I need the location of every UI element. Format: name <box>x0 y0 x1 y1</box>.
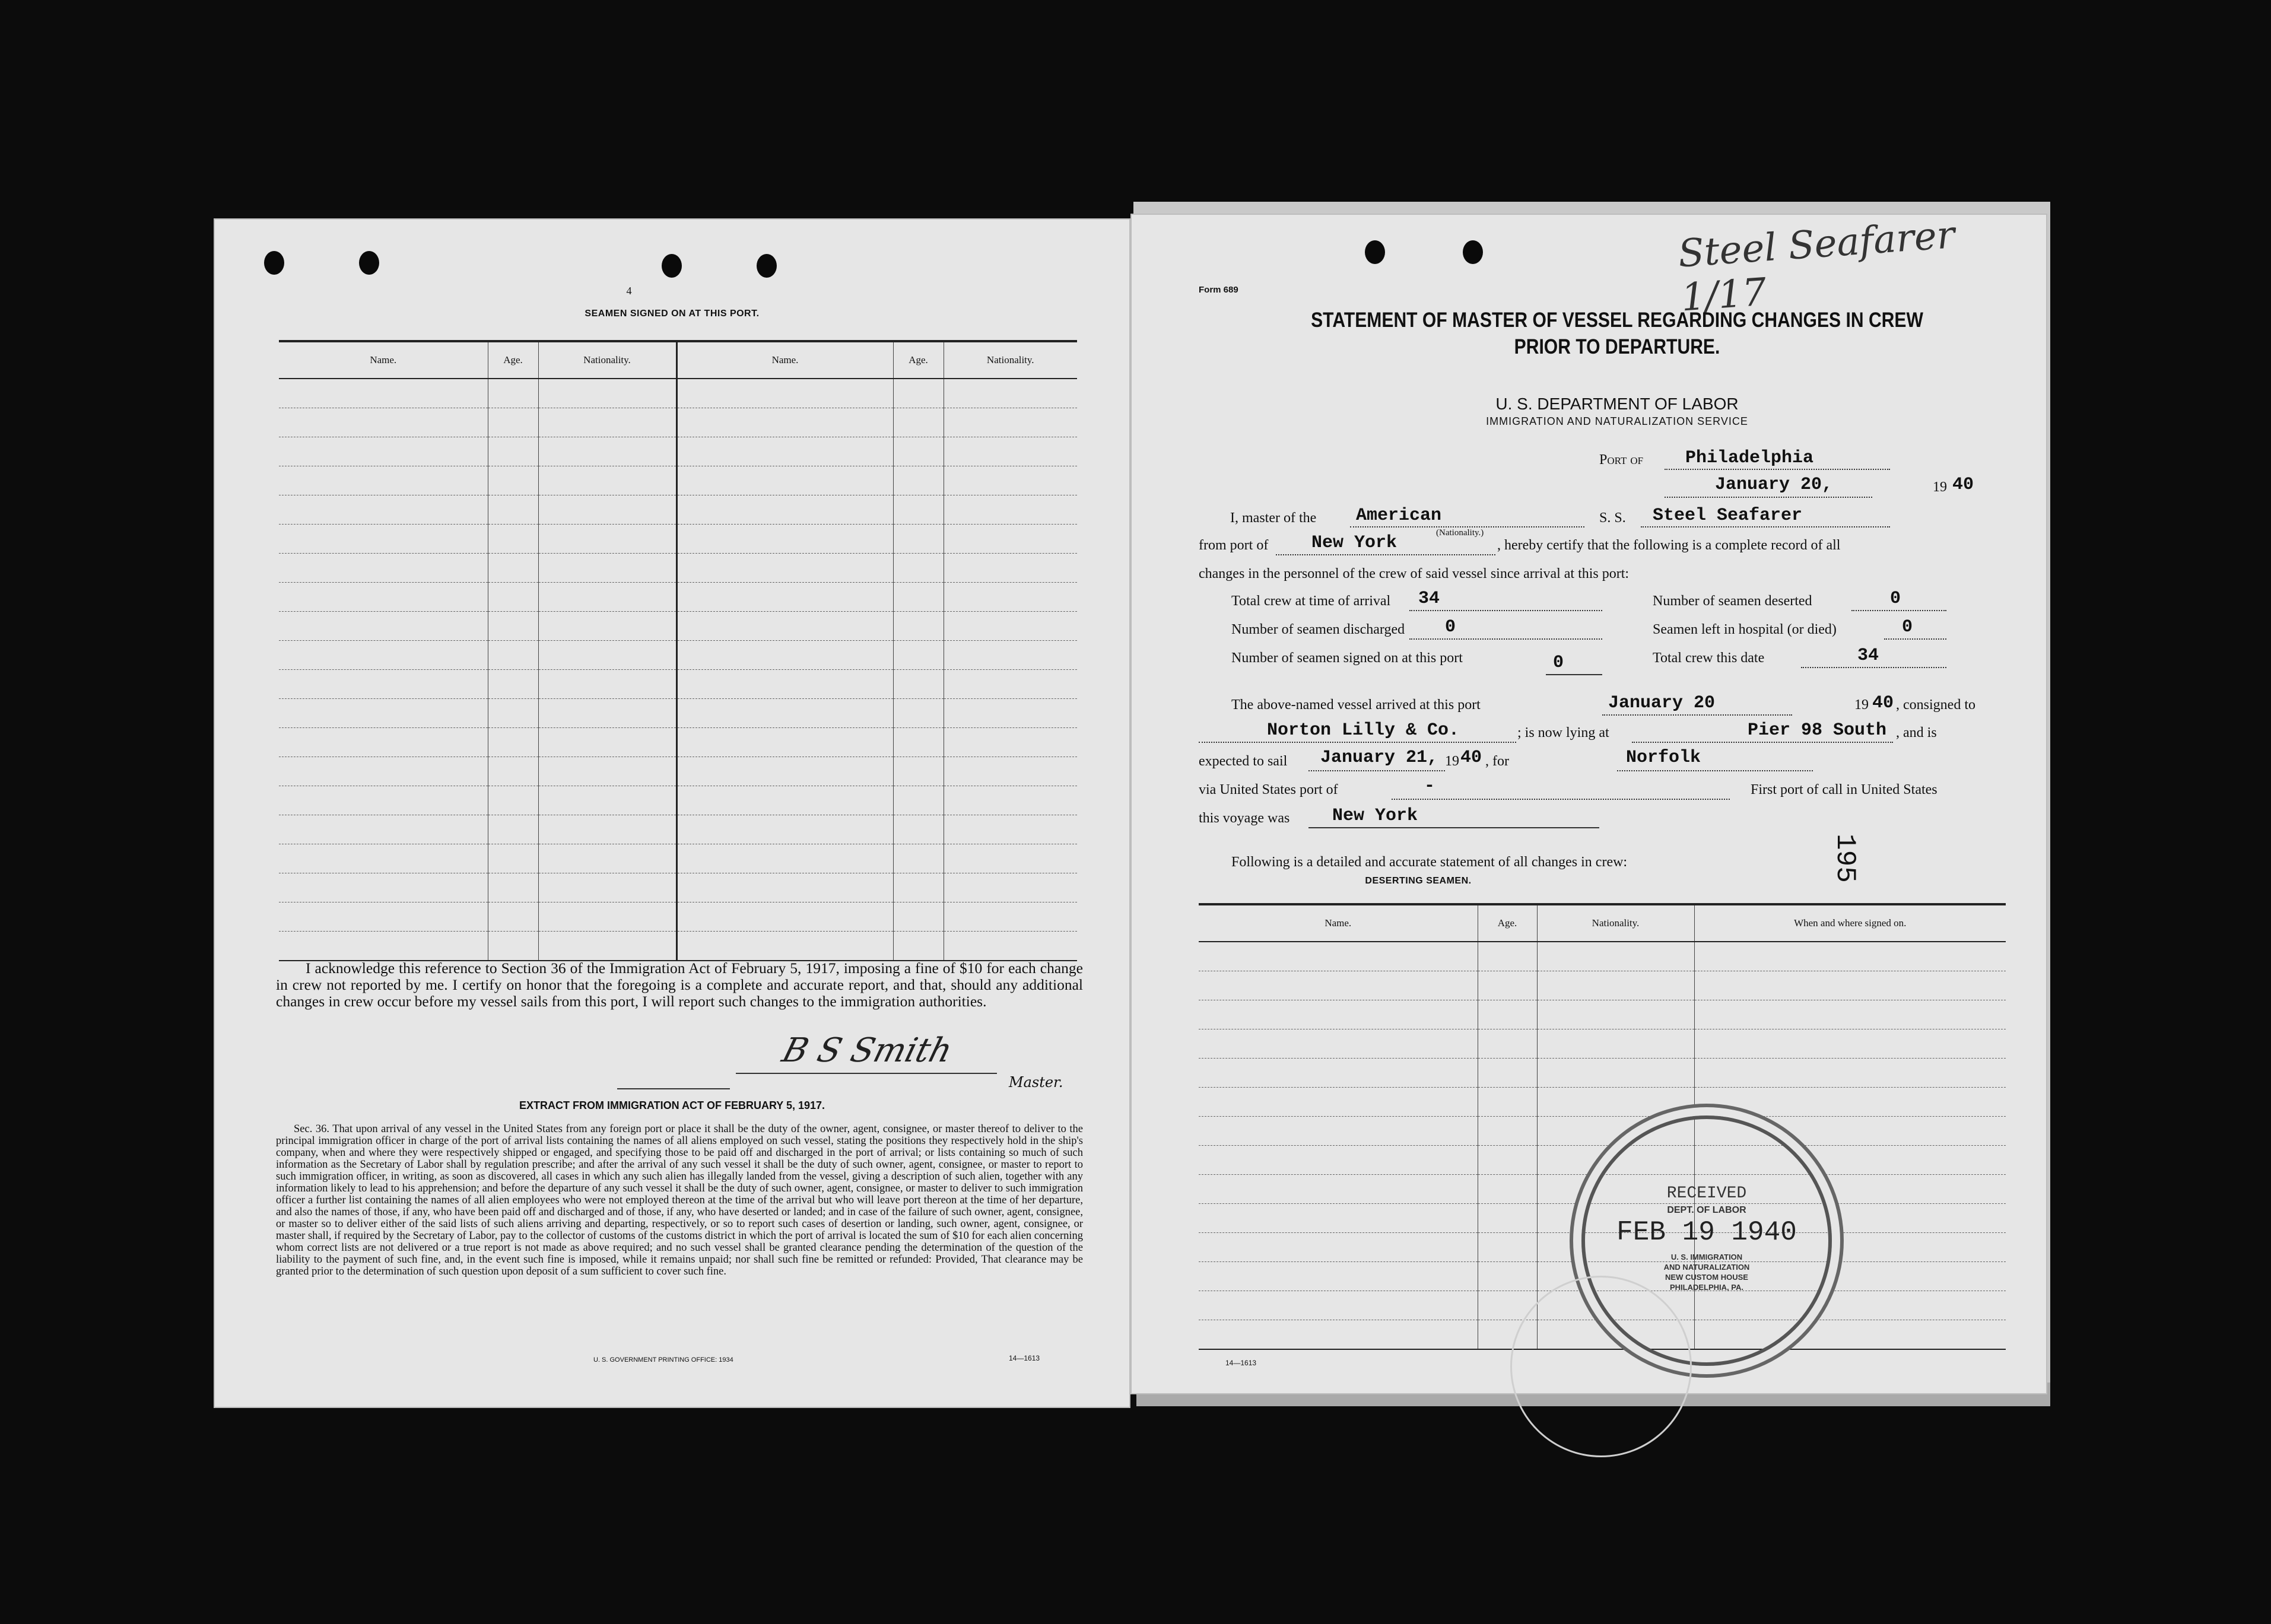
table-cell <box>893 641 944 670</box>
table-cell <box>944 525 1077 554</box>
table-cell <box>944 466 1077 495</box>
table-cell <box>279 728 488 757</box>
table-cell <box>1478 942 1537 971</box>
master-signature: B S Smith <box>778 1031 957 1070</box>
table-cell <box>279 466 488 495</box>
total-date-label: Total crew this date <box>1653 650 1765 666</box>
table-cell <box>676 670 893 699</box>
and-is-text: , and is <box>1896 725 1937 741</box>
table-cell <box>1694 1000 2006 1029</box>
table-cell <box>944 699 1077 728</box>
punch-hole <box>757 254 777 278</box>
table-cell <box>1694 1059 2006 1088</box>
via-label: via United States port of <box>1199 782 1338 797</box>
voyage-label: this voyage was <box>1199 811 1290 826</box>
table-cell <box>488 612 538 641</box>
printer-line: U. S. GOVERNMENT PRINTING OFFICE: 1934 <box>593 1356 733 1364</box>
table-cell <box>1478 1262 1537 1291</box>
pier-line <box>1632 742 1893 743</box>
table-row <box>279 408 1077 437</box>
table-cell <box>538 932 676 961</box>
table-cell <box>538 815 676 844</box>
hospital-value: 0 <box>1902 617 1913 637</box>
table-cell <box>538 757 676 786</box>
destination-line <box>1617 770 1813 771</box>
lying-text: ; is now lying at <box>1517 725 1609 741</box>
table-cell <box>676 437 893 466</box>
table-cell <box>893 670 944 699</box>
form-title-2: PRIOR TO DEPARTURE. <box>1514 335 1720 358</box>
table-cell <box>944 932 1077 961</box>
right-page <box>1130 214 2047 1394</box>
punch-hole <box>662 254 682 278</box>
table-cell <box>538 495 676 525</box>
table-row <box>279 815 1077 844</box>
table-cell <box>944 495 1077 525</box>
table-cell <box>1199 1291 1478 1320</box>
consignee-line <box>1199 742 1516 743</box>
total-arrival-label: Total crew at time of arrival <box>1231 593 1391 609</box>
total-arrival-value: 34 <box>1418 589 1440 609</box>
table-cell <box>1694 1088 2006 1117</box>
via-line <box>1392 799 1730 800</box>
table-cell <box>944 437 1077 466</box>
col-name: Name. <box>1199 904 1478 942</box>
port-line <box>1665 469 1890 470</box>
punch-hole <box>1365 240 1385 264</box>
table-row <box>279 902 1077 932</box>
table-cell <box>893 554 944 583</box>
table-row <box>279 728 1077 757</box>
table-cell <box>1199 1000 1478 1029</box>
arrived-year-prefix: 19 <box>1854 697 1869 713</box>
table-row <box>279 379 1077 408</box>
table-cell <box>279 408 488 437</box>
table-cell <box>538 844 676 873</box>
table-cell <box>279 932 488 961</box>
arrived-year-value: 40 <box>1872 693 1894 713</box>
table-row <box>279 583 1077 612</box>
signature-line <box>736 1073 997 1074</box>
col-nationality: Nationality. <box>1537 904 1694 942</box>
table-cell <box>538 699 676 728</box>
table-cell <box>488 408 538 437</box>
signed-on-table-title: SEAMEN SIGNED ON AT THIS PORT. <box>585 309 760 319</box>
table-cell <box>893 932 944 961</box>
table-cell <box>676 408 893 437</box>
table-cell <box>944 379 1077 408</box>
table-cell <box>1694 942 2006 971</box>
table-cell <box>488 670 538 699</box>
table-cell <box>279 554 488 583</box>
department: U. S. DEPARTMENT OF LABOR <box>1495 395 1739 413</box>
table-cell <box>893 757 944 786</box>
table-cell <box>1537 1000 1694 1029</box>
table-cell <box>1478 1088 1537 1117</box>
signed-on-line <box>1546 674 1602 675</box>
table-cell <box>1199 1175 1478 1204</box>
sail-year-value: 40 <box>1460 748 1482 768</box>
nationality-line <box>1350 526 1584 527</box>
table-cell <box>944 612 1077 641</box>
table-cell <box>893 699 944 728</box>
via-value: - <box>1424 776 1435 796</box>
port-label: Port of <box>1599 452 1644 468</box>
year-prefix: 19 <box>1933 479 1947 495</box>
table-cell <box>1199 1146 1478 1175</box>
punch-hole <box>264 251 284 275</box>
table-cell <box>488 379 538 408</box>
table-cell <box>893 408 944 437</box>
table-cell <box>279 699 488 728</box>
hospital-line <box>1884 638 1946 640</box>
table-cell <box>676 466 893 495</box>
table-cell <box>1478 1233 1537 1262</box>
table-row <box>279 786 1077 815</box>
table-cell <box>279 525 488 554</box>
nationality-caption: (Nationality.) <box>1436 528 1484 538</box>
table-cell <box>488 932 538 961</box>
service: IMMIGRATION AND NATURALIZATION SERVICE <box>1486 415 1748 427</box>
consignee-value: Norton Lilly & Co. <box>1267 720 1460 741</box>
discharged-label: Number of seamen discharged <box>1231 622 1405 637</box>
signed-on-label: Number of seamen signed on at this port <box>1231 650 1463 666</box>
form-code-left: 14—1613 <box>1009 1354 1040 1362</box>
table-cell <box>893 379 944 408</box>
table-cell <box>1478 1059 1537 1088</box>
deserted-value: 0 <box>1890 589 1901 609</box>
table-cell <box>944 815 1077 844</box>
table-cell <box>538 786 676 815</box>
total-arrival-line <box>1409 610 1602 611</box>
table-cell <box>279 612 488 641</box>
pier-value: Pier 98 South <box>1748 720 1887 741</box>
stamp-line-1: RECEIVED <box>1666 1184 1747 1203</box>
table-cell <box>538 525 676 554</box>
table-cell <box>488 466 538 495</box>
punch-hole <box>359 251 379 275</box>
table-cell <box>893 902 944 932</box>
master-label: Master. <box>1009 1074 1063 1091</box>
from-port-line <box>1276 554 1495 555</box>
table-cell <box>676 873 893 902</box>
table-cell <box>1537 971 1694 1000</box>
table-cell <box>488 583 538 612</box>
table-row <box>1199 1059 2006 1088</box>
table-cell <box>488 844 538 873</box>
col-age: Age. <box>1478 904 1537 942</box>
table-row <box>279 757 1077 786</box>
ss-label: S. S. <box>1599 510 1626 526</box>
table-cell <box>893 786 944 815</box>
table-cell <box>1478 1146 1537 1175</box>
table-cell <box>676 525 893 554</box>
following-text: Following is a detailed and accurate statement of all changes in crew: <box>1231 854 1628 870</box>
table-row <box>279 873 1077 902</box>
deserted-label: Number of seamen deserted <box>1653 593 1812 609</box>
table-row <box>279 495 1077 525</box>
for-text: , for <box>1485 754 1509 769</box>
table-cell <box>1199 1029 1478 1059</box>
table-cell <box>944 902 1077 932</box>
discharged-value: 0 <box>1445 617 1456 637</box>
table-cell <box>1199 1320 1478 1350</box>
col-name: Name. <box>279 341 488 379</box>
table-row <box>279 612 1077 641</box>
table-cell <box>488 495 538 525</box>
table-cell <box>538 379 676 408</box>
table-cell <box>1537 1088 1694 1117</box>
signed-on-table <box>279 340 1077 961</box>
table-cell <box>944 583 1077 612</box>
vessel-name: Steel Seafarer <box>1653 506 1803 526</box>
table-cell <box>279 379 488 408</box>
table-cell <box>1199 942 1478 971</box>
table-cell <box>488 699 538 728</box>
stamp-line-5: AND NATURALIZATION <box>1663 1263 1750 1272</box>
table-cell <box>944 844 1077 873</box>
stamp-line-7: PHILADELPHIA, PA. <box>1670 1283 1743 1292</box>
table-cell <box>538 466 676 495</box>
table-cell <box>893 495 944 525</box>
table-cell <box>279 437 488 466</box>
hospital-label: Seamen left in hospital (or died) <box>1653 622 1837 637</box>
table-cell <box>676 495 893 525</box>
from-port-label: from port of <box>1199 538 1269 553</box>
stamp-line-4: U. S. IMMIGRATION <box>1670 1253 1743 1261</box>
certify-text: , hereby certify that the following is a complete record of all <box>1497 538 1841 553</box>
destination-value: Norfolk <box>1626 748 1701 768</box>
table-row <box>279 641 1077 670</box>
table-cell <box>893 873 944 902</box>
table-cell <box>1199 1204 1478 1233</box>
table-cell <box>1694 971 2006 1000</box>
table-cell <box>538 873 676 902</box>
table-row <box>1199 942 2006 971</box>
table-cell <box>676 844 893 873</box>
table-cell <box>893 844 944 873</box>
table-cell <box>1478 1204 1537 1233</box>
table-cell <box>893 728 944 757</box>
table-cell <box>1478 971 1537 1000</box>
discharged-line <box>1409 638 1602 640</box>
table-cell <box>279 583 488 612</box>
table-cell <box>279 844 488 873</box>
table-row <box>1199 1088 2006 1117</box>
table-cell <box>1199 1059 1478 1088</box>
punch-hole <box>1463 240 1483 264</box>
table-cell <box>1478 1029 1537 1059</box>
date-line <box>1665 497 1872 498</box>
table-cell <box>1478 1117 1537 1146</box>
table-cell <box>1537 942 1694 971</box>
col-age-2: Age. <box>893 341 944 379</box>
table-cell <box>538 408 676 437</box>
table-cell <box>538 641 676 670</box>
table-cell <box>676 932 893 961</box>
col-name-2: Name. <box>676 341 893 379</box>
table-cell <box>538 437 676 466</box>
table-cell <box>944 641 1077 670</box>
sail-date-line <box>1308 770 1445 771</box>
table-cell <box>893 612 944 641</box>
table-row <box>279 844 1077 873</box>
table-cell <box>1537 1029 1694 1059</box>
extract-title: EXTRACT FROM IMMIGRATION ACT OF FEBRUARY 5, 1917. <box>519 1099 825 1111</box>
table-cell <box>538 554 676 583</box>
deserted-line <box>1851 610 1946 611</box>
port-value: Philadelphia <box>1685 448 1814 468</box>
page-number: 4 <box>626 285 632 297</box>
faint-stamp <box>1510 1276 1692 1457</box>
consigned-text: , consigned to <box>1896 697 1975 713</box>
table-cell <box>676 699 893 728</box>
table-cell <box>1694 1029 2006 1059</box>
table-cell <box>488 815 538 844</box>
table-row <box>279 466 1077 495</box>
table-cell <box>538 583 676 612</box>
table-cell <box>1478 1175 1537 1204</box>
arrived-date-value: January 20 <box>1608 693 1716 713</box>
table-cell <box>676 554 893 583</box>
table-cell <box>1199 971 1478 1000</box>
table-cell <box>488 757 538 786</box>
form-title-1: STATEMENT OF MASTER OF VESSEL REGARDING CHANGES IN CREW <box>1311 309 1923 332</box>
handwritten-note: Steel Seafarer 1/17 <box>1676 213 1956 320</box>
master-of-label: I, master of the <box>1230 510 1317 526</box>
arrived-label: The above-named vessel arrived at this port <box>1231 697 1481 713</box>
table-cell <box>279 815 488 844</box>
table-cell <box>676 757 893 786</box>
table-cell <box>488 437 538 466</box>
from-port-value: New York <box>1311 533 1397 553</box>
stamp-date: FEB 19 1940 <box>1616 1217 1797 1248</box>
table-cell <box>279 873 488 902</box>
extract-text: Sec. 36. That upon arrival of any vessel in the United States from any foreign port or place it shall be the duty of the owner, agent, consignee, or master thereof to deliver to the principal immigration officer in charge of the port of arrival lists containing the names of all aliens employed on such vessel, stating the positions they respectively hold in the ship's company, when and where they were respectively shipped or engaged, and specifying those to be paid off and discharged in the port of arrival; or lists containing so much of such information as the Secretary of Labor shall by regulation prescribe; and after the arrival of any such vessel it shall be the duty of such owner, agent, consignee, or master to report to such immigration officer, in writing, as soon as discovered, all cases in which any such alien has illegally landed from the vessel, giving a description of such alien, together with any information likely to lead to his apprehension; and before the departure of any such vessel it shall be the duty of such owner, agent, consignee, or master to deliver to such immigration officer a further list containing the names of all alien employees who were not employed thereon at the time of the arrival but who will leave port thereon at the time of her departure, and also the names of those, if any, who have been paid off and discharged and of those, if any, who have deserted or landed; and in case of the failure of such owner, agent, consignee, or master so to deliver either of the said lists of such aliens arriving and departing, respectively, or so to report such cases of desertion or landing, such owner, agent, consignee, or master shall, if required by the Secretary of Labor, pay to the collector of customs of the customs district in which the port of arrival is located the sum of $10 for each alien concerning whom correct lists are not delivered or a true report is not made as above required; and no such vessel shall be granted clearance pending the determination of the question of the liability to the payment of such fine, and, in the event such fine is imposed, while it remains unpaid; nor shall such fine be remitted or refunded: Provided, That clearance may be granted prior to the determination of such question upon deposit of a sum sufficient to cover such fine. <box>276 1123 1083 1277</box>
table-cell <box>1478 1000 1537 1029</box>
table-cell <box>279 670 488 699</box>
col-signed-on: When and where signed on. <box>1694 904 2006 942</box>
table-cell <box>488 902 538 932</box>
table-cell <box>944 873 1077 902</box>
table-cell <box>1199 1262 1478 1291</box>
table-row <box>279 670 1077 699</box>
table-cell <box>944 786 1077 815</box>
table-cell <box>488 641 538 670</box>
table-cell <box>1199 1117 1478 1146</box>
table-cell <box>893 815 944 844</box>
vessel-line <box>1641 526 1890 527</box>
acknowledgement-text: I acknowledge this reference to Section 36 of the Immigration Act of February 5, 1917, imposing a fine of $10 for each change in crew not reported by me. I certify on honor that the foregoing is a complete and accurate report, and that, should any additional changes in crew occur before my vessel sails from this port, I will report such changes to the immigration authorities. <box>276 959 1083 1010</box>
table-cell <box>893 525 944 554</box>
table-cell <box>944 757 1077 786</box>
table-cell <box>1199 1233 1478 1262</box>
table-cell <box>488 786 538 815</box>
changes-text: changes in the personnel of the crew of said vessel since arrival at this port: <box>1199 566 1630 581</box>
year-value: 40 <box>1952 475 1974 495</box>
table-row <box>1199 971 2006 1000</box>
table-row <box>1199 1117 2006 1146</box>
table-cell <box>676 583 893 612</box>
sail-date-value: January 21, <box>1320 748 1438 768</box>
table-cell <box>488 873 538 902</box>
table-cell <box>944 728 1077 757</box>
table-row <box>279 932 1077 961</box>
form-number: Form 689 <box>1199 285 1238 295</box>
table-row <box>1199 1000 2006 1029</box>
stamp-line-2: DEPT. OF LABOR <box>1667 1205 1746 1215</box>
table-cell <box>279 786 488 815</box>
table-cell <box>538 728 676 757</box>
total-date-value: 34 <box>1857 646 1879 666</box>
arrived-line <box>1602 714 1792 716</box>
signed-on-value: 0 <box>1553 653 1564 673</box>
date-value: January 20, <box>1715 475 1833 495</box>
col-nationality: Nationality. <box>538 341 676 379</box>
table-cell <box>1199 1088 1478 1117</box>
table-cell <box>944 670 1077 699</box>
table-row <box>1199 1029 2006 1059</box>
table-cell <box>488 525 538 554</box>
nationality-value: American <box>1356 506 1442 526</box>
table-cell <box>676 379 893 408</box>
first-port-label: First port of call in United States <box>1751 782 1938 797</box>
left-page <box>214 218 1130 1408</box>
first-port-value: New York <box>1332 806 1418 826</box>
deserting-title: DESERTING SEAMEN. <box>1365 876 1472 886</box>
expected-label: expected to sail <box>1199 754 1288 769</box>
table-cell <box>676 641 893 670</box>
table-cell <box>676 728 893 757</box>
stamped-number: 195 <box>1829 834 1860 883</box>
table-row <box>279 554 1077 583</box>
table-cell <box>944 554 1077 583</box>
table-row <box>279 699 1077 728</box>
table-cell <box>279 495 488 525</box>
stamp-line-6: NEW CUSTOM HOUSE <box>1665 1273 1748 1282</box>
table-cell <box>538 670 676 699</box>
table-cell <box>676 902 893 932</box>
table-cell <box>538 612 676 641</box>
table-cell <box>279 641 488 670</box>
total-date-line <box>1801 667 1946 668</box>
table-cell <box>279 757 488 786</box>
table-row <box>279 437 1077 466</box>
table-cell <box>893 466 944 495</box>
table-cell <box>488 728 538 757</box>
table-cell <box>676 786 893 815</box>
table-cell <box>279 902 488 932</box>
table-row <box>279 525 1077 554</box>
extract-rule <box>617 1088 730 1089</box>
form-code-right: 14—1613 <box>1225 1359 1257 1367</box>
col-nationality-2: Nationality. <box>944 341 1077 379</box>
table-cell <box>676 612 893 641</box>
table-cell <box>538 902 676 932</box>
first-port-line <box>1308 827 1599 828</box>
col-age: Age. <box>488 341 538 379</box>
table-cell <box>676 815 893 844</box>
table-cell <box>488 554 538 583</box>
table-cell <box>944 408 1077 437</box>
table-cell <box>893 583 944 612</box>
sail-year-prefix: 19 <box>1445 754 1459 769</box>
table-cell <box>893 437 944 466</box>
table-cell <box>1537 1059 1694 1088</box>
